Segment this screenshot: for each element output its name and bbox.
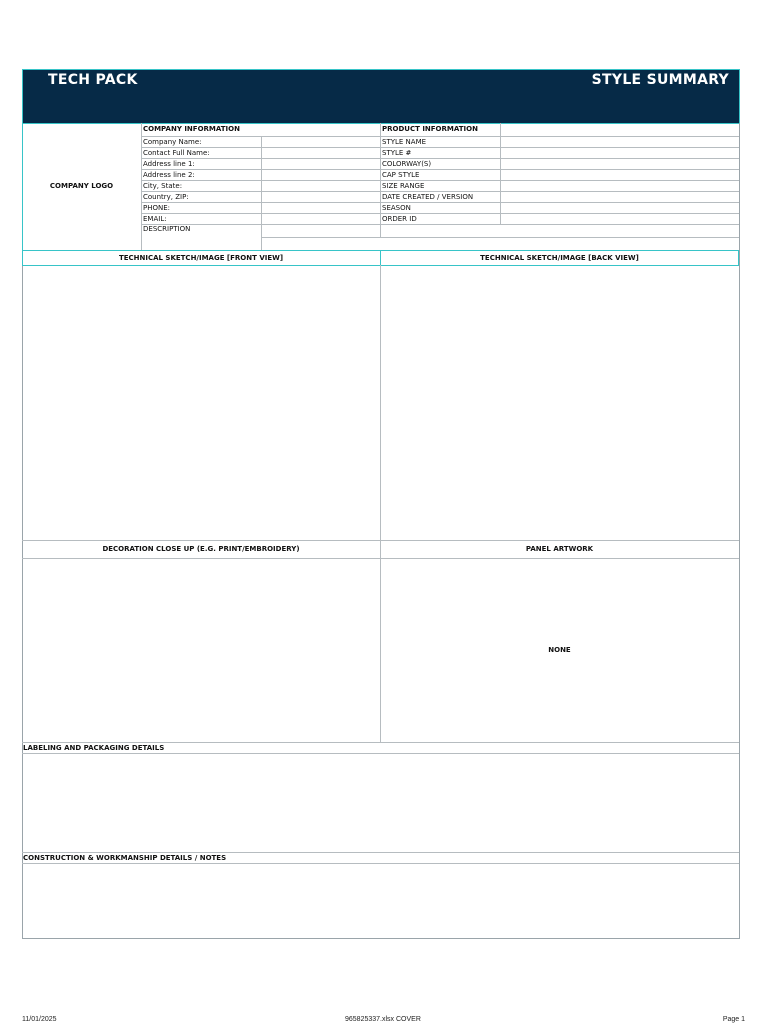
footer-filename: 965825337.xlsx COVER — [345, 1016, 421, 1023]
back-view-heading: TECHNICAL SKETCH/IMAGE [BACK VIEW] — [480, 254, 639, 262]
back-view-image-area — [382, 267, 737, 539]
title-style-summary: STYLE SUMMARY — [591, 72, 729, 88]
field-style-name: STYLE NAME — [382, 138, 427, 146]
decoration-image-area — [23, 560, 379, 742]
product-info-heading: PRODUCT INFORMATION — [382, 125, 478, 133]
construction-notes-area — [23, 865, 738, 937]
labeling-notes-area — [23, 755, 738, 851]
field-phone: PHONE: — [143, 204, 171, 212]
field-date-created: DATE CREATED / VERSION — [382, 193, 474, 201]
field-city-state: City, State: — [143, 182, 183, 190]
field-country-zip: Country, ZIP: — [143, 193, 189, 201]
field-address-1: Address line 1: — [143, 160, 195, 168]
field-season: SEASON — [382, 204, 411, 212]
footer-page-number: Page 1 — [722, 1016, 745, 1023]
title-tech-pack: TECH PACK — [48, 72, 138, 88]
field-cap-style: CAP STYLE — [382, 171, 420, 179]
field-style-number: STYLE # — [382, 149, 412, 157]
panel-artwork-heading: PANEL ARTWORK — [525, 545, 594, 553]
field-contact-name: Contact Full Name: — [143, 149, 210, 157]
decoration-heading: DECORATION CLOSE UP (E.G. PRINT/EMBROIDERY) — [102, 545, 300, 553]
field-email: EMAIL: — [143, 215, 167, 223]
panel-artwork-value: NONE — [548, 646, 571, 654]
field-description: DESCRIPTION — [143, 225, 191, 233]
company-info-heading: COMPANY INFORMATION — [143, 125, 240, 133]
field-colorways: COLORWAY(S) — [382, 160, 432, 168]
field-address-2: Address line 2: — [143, 171, 195, 179]
footer-date: 11/01/2025 — [22, 1016, 57, 1023]
front-view-heading: TECHNICAL SKETCH/IMAGE [FRONT VIEW] — [118, 254, 284, 262]
labeling-heading: LABELING AND PACKAGING DETAILS — [23, 744, 165, 752]
construction-heading: CONSTRUCTION & WORKMANSHIP DETAILS / NOTES — [23, 854, 227, 862]
company-logo-placeholder: COMPANY LOGO — [49, 182, 114, 190]
front-view-image-area — [23, 267, 379, 539]
field-size-range: SIZE RANGE — [382, 182, 425, 190]
field-order-id: ORDER ID — [382, 215, 417, 223]
field-company-name: Company Name: — [143, 138, 202, 146]
header-banner — [22, 69, 740, 124]
